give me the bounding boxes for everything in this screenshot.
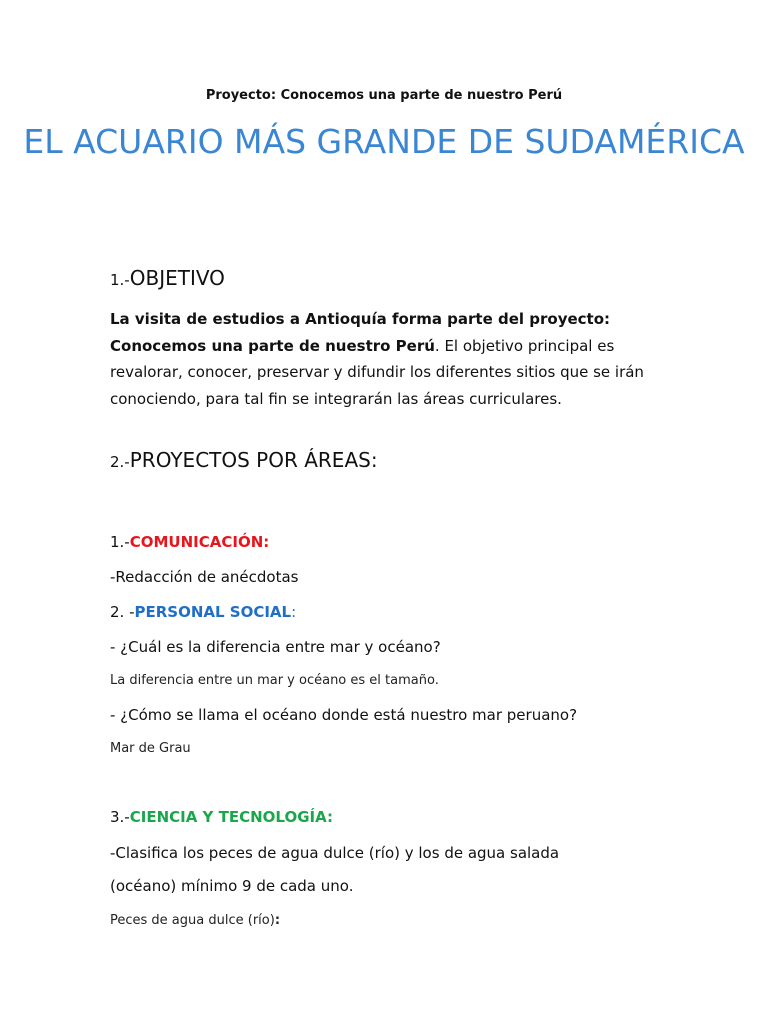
- area-personal-social: [110, 603, 296, 621]
- objective-heading: [110, 266, 225, 290]
- project-line: Proyecto: Conocemos una parte de nuestro Perú: [205, 88, 563, 103]
- area-personal-social-number: 2. -: [110, 603, 135, 621]
- ciencia-sub-label-end: :: [274, 913, 281, 928]
- personal-social-question-2: - ¿Cómo se llama el océano donde está nuestro mar peruano?: [110, 706, 578, 724]
- projects-heading: [110, 448, 378, 472]
- ciencia-sub-label: [110, 913, 280, 928]
- area-ciencia-label: CIENCIA Y TECNOLOGÍA:: [129, 808, 333, 826]
- personal-social-question-1: - ¿Cuál es la diferencia entre mar y océano?: [110, 638, 441, 656]
- area-ciencia: [110, 808, 333, 826]
- objective-body-text: . El objetivo principal es revalorar, conocer, preservar y difundir los diferentes sitios que se irán conociendo, para tal fin se integrarán las áreas curriculares.: [110, 336, 644, 408]
- personal-social-answer-2: Mar de Grau: [110, 741, 191, 756]
- ciencia-sub-label-text: Peces de agua dulce (río): [110, 913, 275, 928]
- objective-paragraph: [110, 306, 660, 412]
- page-title: EL ACUARIO MÁS GRANDE DE SUDAMÉRICA: [23, 122, 745, 161]
- objective-number: 1.-: [110, 271, 130, 289]
- ciencia-task-line-2-text: (océano) mínimo 9 de cada uno: [110, 877, 349, 895]
- area-ciencia-number: 3.-: [110, 808, 130, 826]
- area-comunicacion: [110, 533, 269, 551]
- comunicacion-task: -Redacción de anécdotas: [110, 568, 299, 586]
- area-personal-social-label: PERSONAL SOCIAL: [134, 603, 292, 621]
- ciencia-task-line-2: [110, 877, 353, 895]
- projects-number: 2.-: [110, 453, 130, 471]
- area-comunicacion-number: 1.-: [110, 533, 130, 551]
- area-comunicacion-label: COMUNICACIÓN:: [129, 533, 270, 551]
- area-personal-social-suffix: :: [291, 603, 297, 621]
- personal-social-answer-1: La diferencia entre un mar y océano es el tamaño.: [110, 673, 439, 688]
- ciencia-task-line-1: -Clasifica los peces de agua dulce (río) y los de agua salada: [110, 844, 560, 862]
- objective-heading-text: OBJETIVO: [129, 266, 225, 290]
- projects-heading-text: PROYECTOS POR ÁREAS:: [129, 448, 378, 472]
- objective-bold-text: La visita de estudios a Antioquía forma parte del proyecto: Conocemos una parte de nuestro Perú: [110, 310, 611, 355]
- ciencia-task-line-2-end: .: [348, 877, 354, 895]
